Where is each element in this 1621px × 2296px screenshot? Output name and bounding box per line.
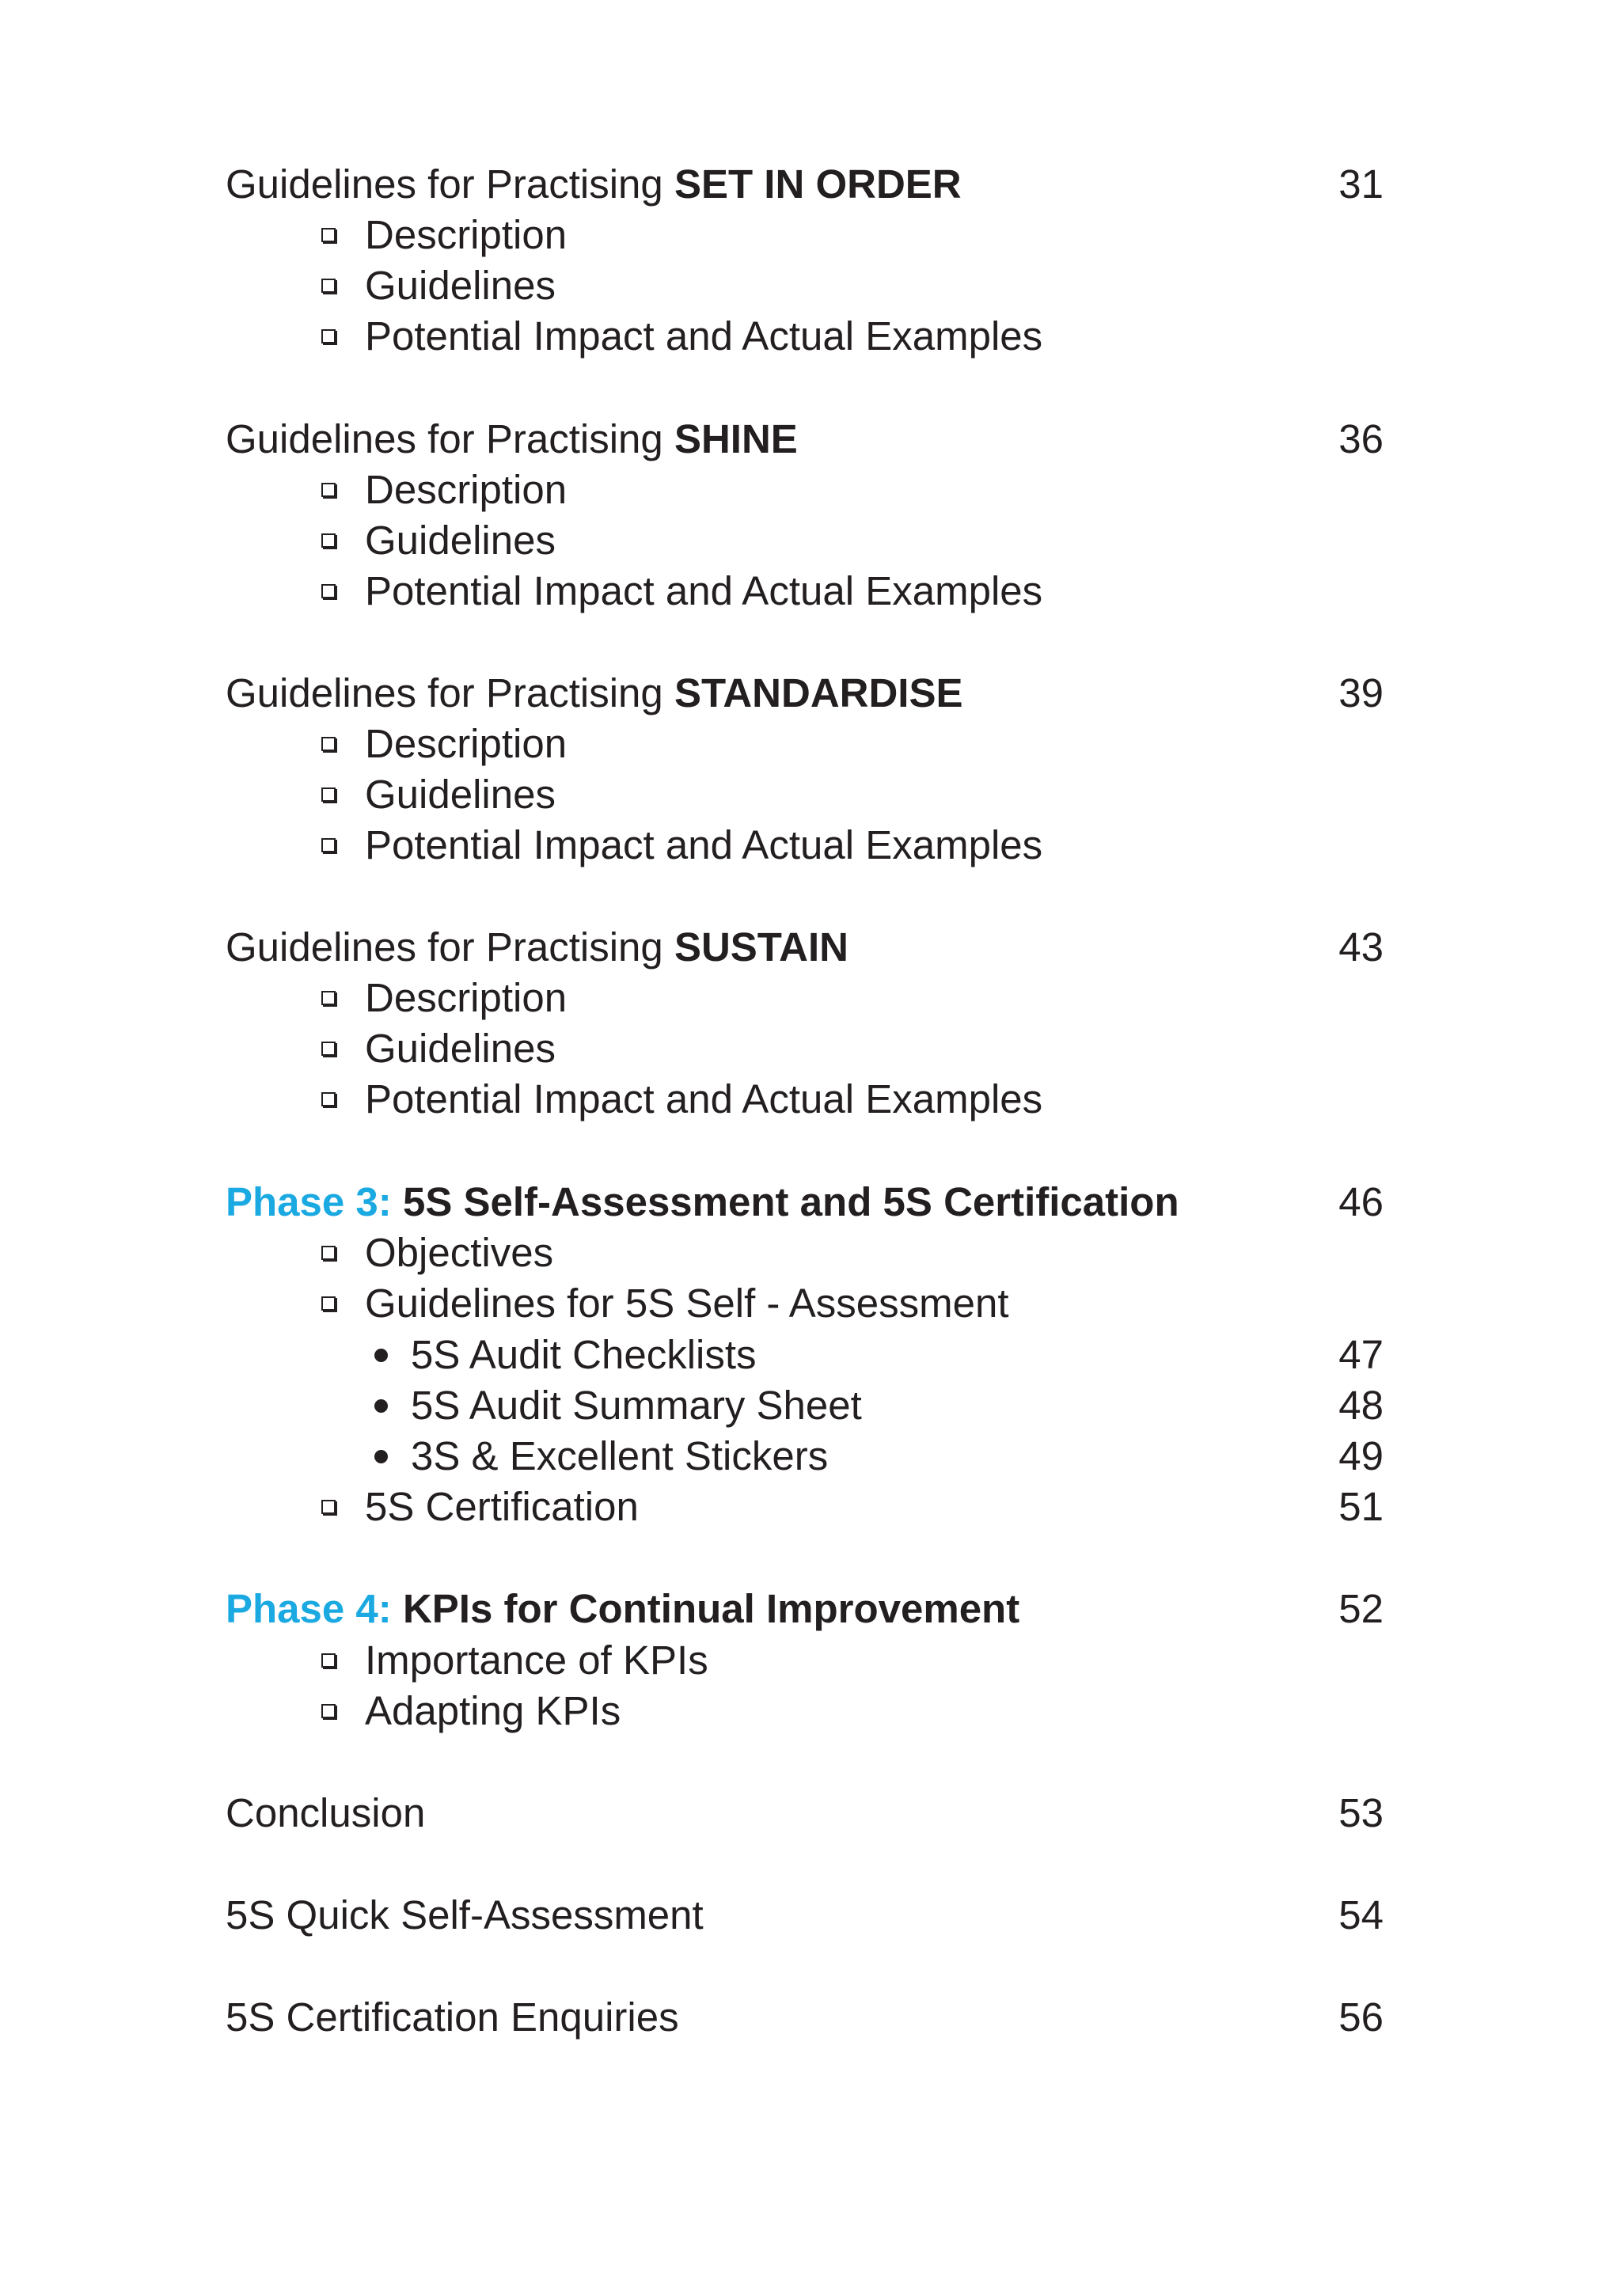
toc-entry-conclusion	[0, 1788, 1621, 1839]
sub-item	[0, 1278, 1621, 1329]
checkbox-icon	[321, 228, 336, 242]
phase-label: Phase 4:	[226, 1586, 392, 1631]
page-number: 43	[1338, 924, 1384, 970]
sub-item-label: Guidelines for 5S Self - Assessment	[365, 1281, 1009, 1326]
page-number: 48	[1338, 1383, 1384, 1428]
sub-item-label: Guidelines	[365, 263, 556, 308]
toc-entry-phase-4	[0, 1584, 1621, 1634]
checkbox-icon	[321, 1653, 336, 1668]
toc-entry-title: 5S Quick Self-Assessment	[226, 1892, 704, 1937]
sub-item-label: Description	[365, 467, 568, 512]
toc-entry-certification-enquiries	[0, 1992, 1621, 2043]
sub-item	[0, 566, 1621, 617]
toc-entry-title	[226, 414, 798, 465]
toc-entry-sustain	[0, 922, 1621, 973]
page-number: 46	[1338, 1179, 1384, 1224]
sub-item	[0, 1074, 1621, 1125]
phase-title: KPIs for Continual Improvement	[402, 1586, 1020, 1631]
sub-item	[0, 1482, 1621, 1532]
sub-item-label: Potential Impact and Actual Examples	[365, 568, 1043, 613]
checkbox-icon	[321, 787, 336, 802]
toc-entry-set-in-order	[0, 159, 1621, 210]
sub-item-label: Importance of KPIs	[365, 1638, 708, 1683]
checkbox-icon	[321, 991, 336, 1005]
bullet-item	[0, 1431, 1621, 1482]
sub-item-label: Guidelines	[365, 1026, 556, 1071]
entry-keyword: STANDARDISE	[674, 670, 963, 715]
entry-prefix: Guidelines for Practising	[226, 161, 674, 207]
checkbox-icon	[321, 838, 336, 852]
checkbox-icon	[321, 483, 336, 497]
phase-title: 5S Self-Assessment and 5S Certification	[402, 1179, 1179, 1224]
sub-item	[0, 260, 1621, 311]
bullet-item-label: 5S Audit Checklists	[411, 1332, 757, 1377]
sub-item	[0, 465, 1621, 515]
entry-prefix: Guidelines for Practising	[226, 416, 674, 461]
checkbox-icon	[321, 329, 336, 343]
page-number: 56	[1338, 1994, 1384, 2040]
sub-item-label: Potential Impact and Actual Examples	[365, 822, 1043, 867]
checkbox-icon	[321, 1296, 336, 1311]
checkbox-icon	[321, 584, 336, 598]
page-number: 39	[1338, 670, 1384, 715]
entry-prefix: Guidelines for Practising	[226, 670, 674, 715]
page-number: 49	[1338, 1433, 1384, 1478]
phase-label: Phase 3:	[226, 1179, 392, 1224]
page-number: 31	[1338, 161, 1384, 207]
toc-entry-standardise	[0, 668, 1621, 719]
checkbox-icon	[321, 737, 336, 751]
sub-item-label: Potential Impact and Actual Examples	[365, 1076, 1043, 1121]
bullet-item	[0, 1330, 1621, 1380]
sub-item	[0, 820, 1621, 871]
sub-item	[0, 210, 1621, 260]
toc-entry-quick-self-assessment	[0, 1890, 1621, 1941]
bullet-item	[0, 1380, 1621, 1431]
page-number: 52	[1338, 1586, 1384, 1631]
sub-item	[0, 719, 1621, 769]
toc-entry-title: 5S Certification Enquiries	[226, 1994, 679, 2040]
sub-item-label: Potential Impact and Actual Examples	[365, 313, 1043, 359]
bullet-item-label: 5S Audit Summary Sheet	[411, 1383, 862, 1428]
sub-item-label: Guidelines	[365, 518, 556, 563]
sub-item-label: Guidelines	[365, 772, 556, 817]
sub-item-label: 5S Certification	[365, 1484, 639, 1529]
bullet-icon	[374, 1450, 388, 1463]
toc-entry-title	[226, 159, 962, 210]
page-number: 36	[1338, 416, 1384, 461]
sub-item	[0, 973, 1621, 1023]
toc-entry-title	[226, 1177, 1179, 1228]
bullet-item-label: 3S & Excellent Stickers	[411, 1433, 829, 1478]
sub-item	[0, 1635, 1621, 1686]
checkbox-icon	[321, 1500, 336, 1514]
checkbox-icon	[321, 1092, 336, 1106]
page-number: 47	[1338, 1332, 1384, 1377]
checkbox-icon	[321, 279, 336, 293]
bullet-icon	[374, 1349, 388, 1362]
sub-item	[0, 769, 1621, 820]
entry-prefix: Guidelines for Practising	[226, 924, 674, 970]
checkbox-icon	[321, 1704, 336, 1718]
sub-item-label: Description	[365, 721, 568, 766]
sub-item-label: Description	[365, 975, 568, 1020]
page-number: 51	[1338, 1484, 1384, 1529]
toc-entry-title	[226, 668, 963, 719]
page-number: 53	[1338, 1790, 1384, 1835]
toc-entry-phase-3	[0, 1177, 1621, 1228]
sub-item	[0, 1686, 1621, 1736]
sub-item-label: Adapting KPIs	[365, 1688, 621, 1733]
toc-entry-title	[226, 1584, 1019, 1634]
bullet-icon	[374, 1399, 388, 1413]
sub-item-label: Objectives	[365, 1230, 554, 1275]
page-number: 54	[1338, 1892, 1384, 1937]
entry-keyword: SHINE	[674, 416, 798, 461]
sub-item-label: Description	[365, 212, 568, 257]
sub-item	[0, 311, 1621, 362]
sub-item	[0, 1228, 1621, 1278]
sub-item	[0, 1023, 1621, 1074]
toc-entry-shine	[0, 414, 1621, 465]
checkbox-icon	[321, 1042, 336, 1056]
entry-keyword: SET IN ORDER	[674, 161, 962, 207]
checkbox-icon	[321, 1246, 336, 1260]
sub-item	[0, 515, 1621, 566]
toc-entry-title: Conclusion	[226, 1790, 426, 1835]
entry-keyword: SUSTAIN	[674, 924, 848, 970]
toc-entry-title	[226, 922, 848, 973]
checkbox-icon	[321, 533, 336, 548]
